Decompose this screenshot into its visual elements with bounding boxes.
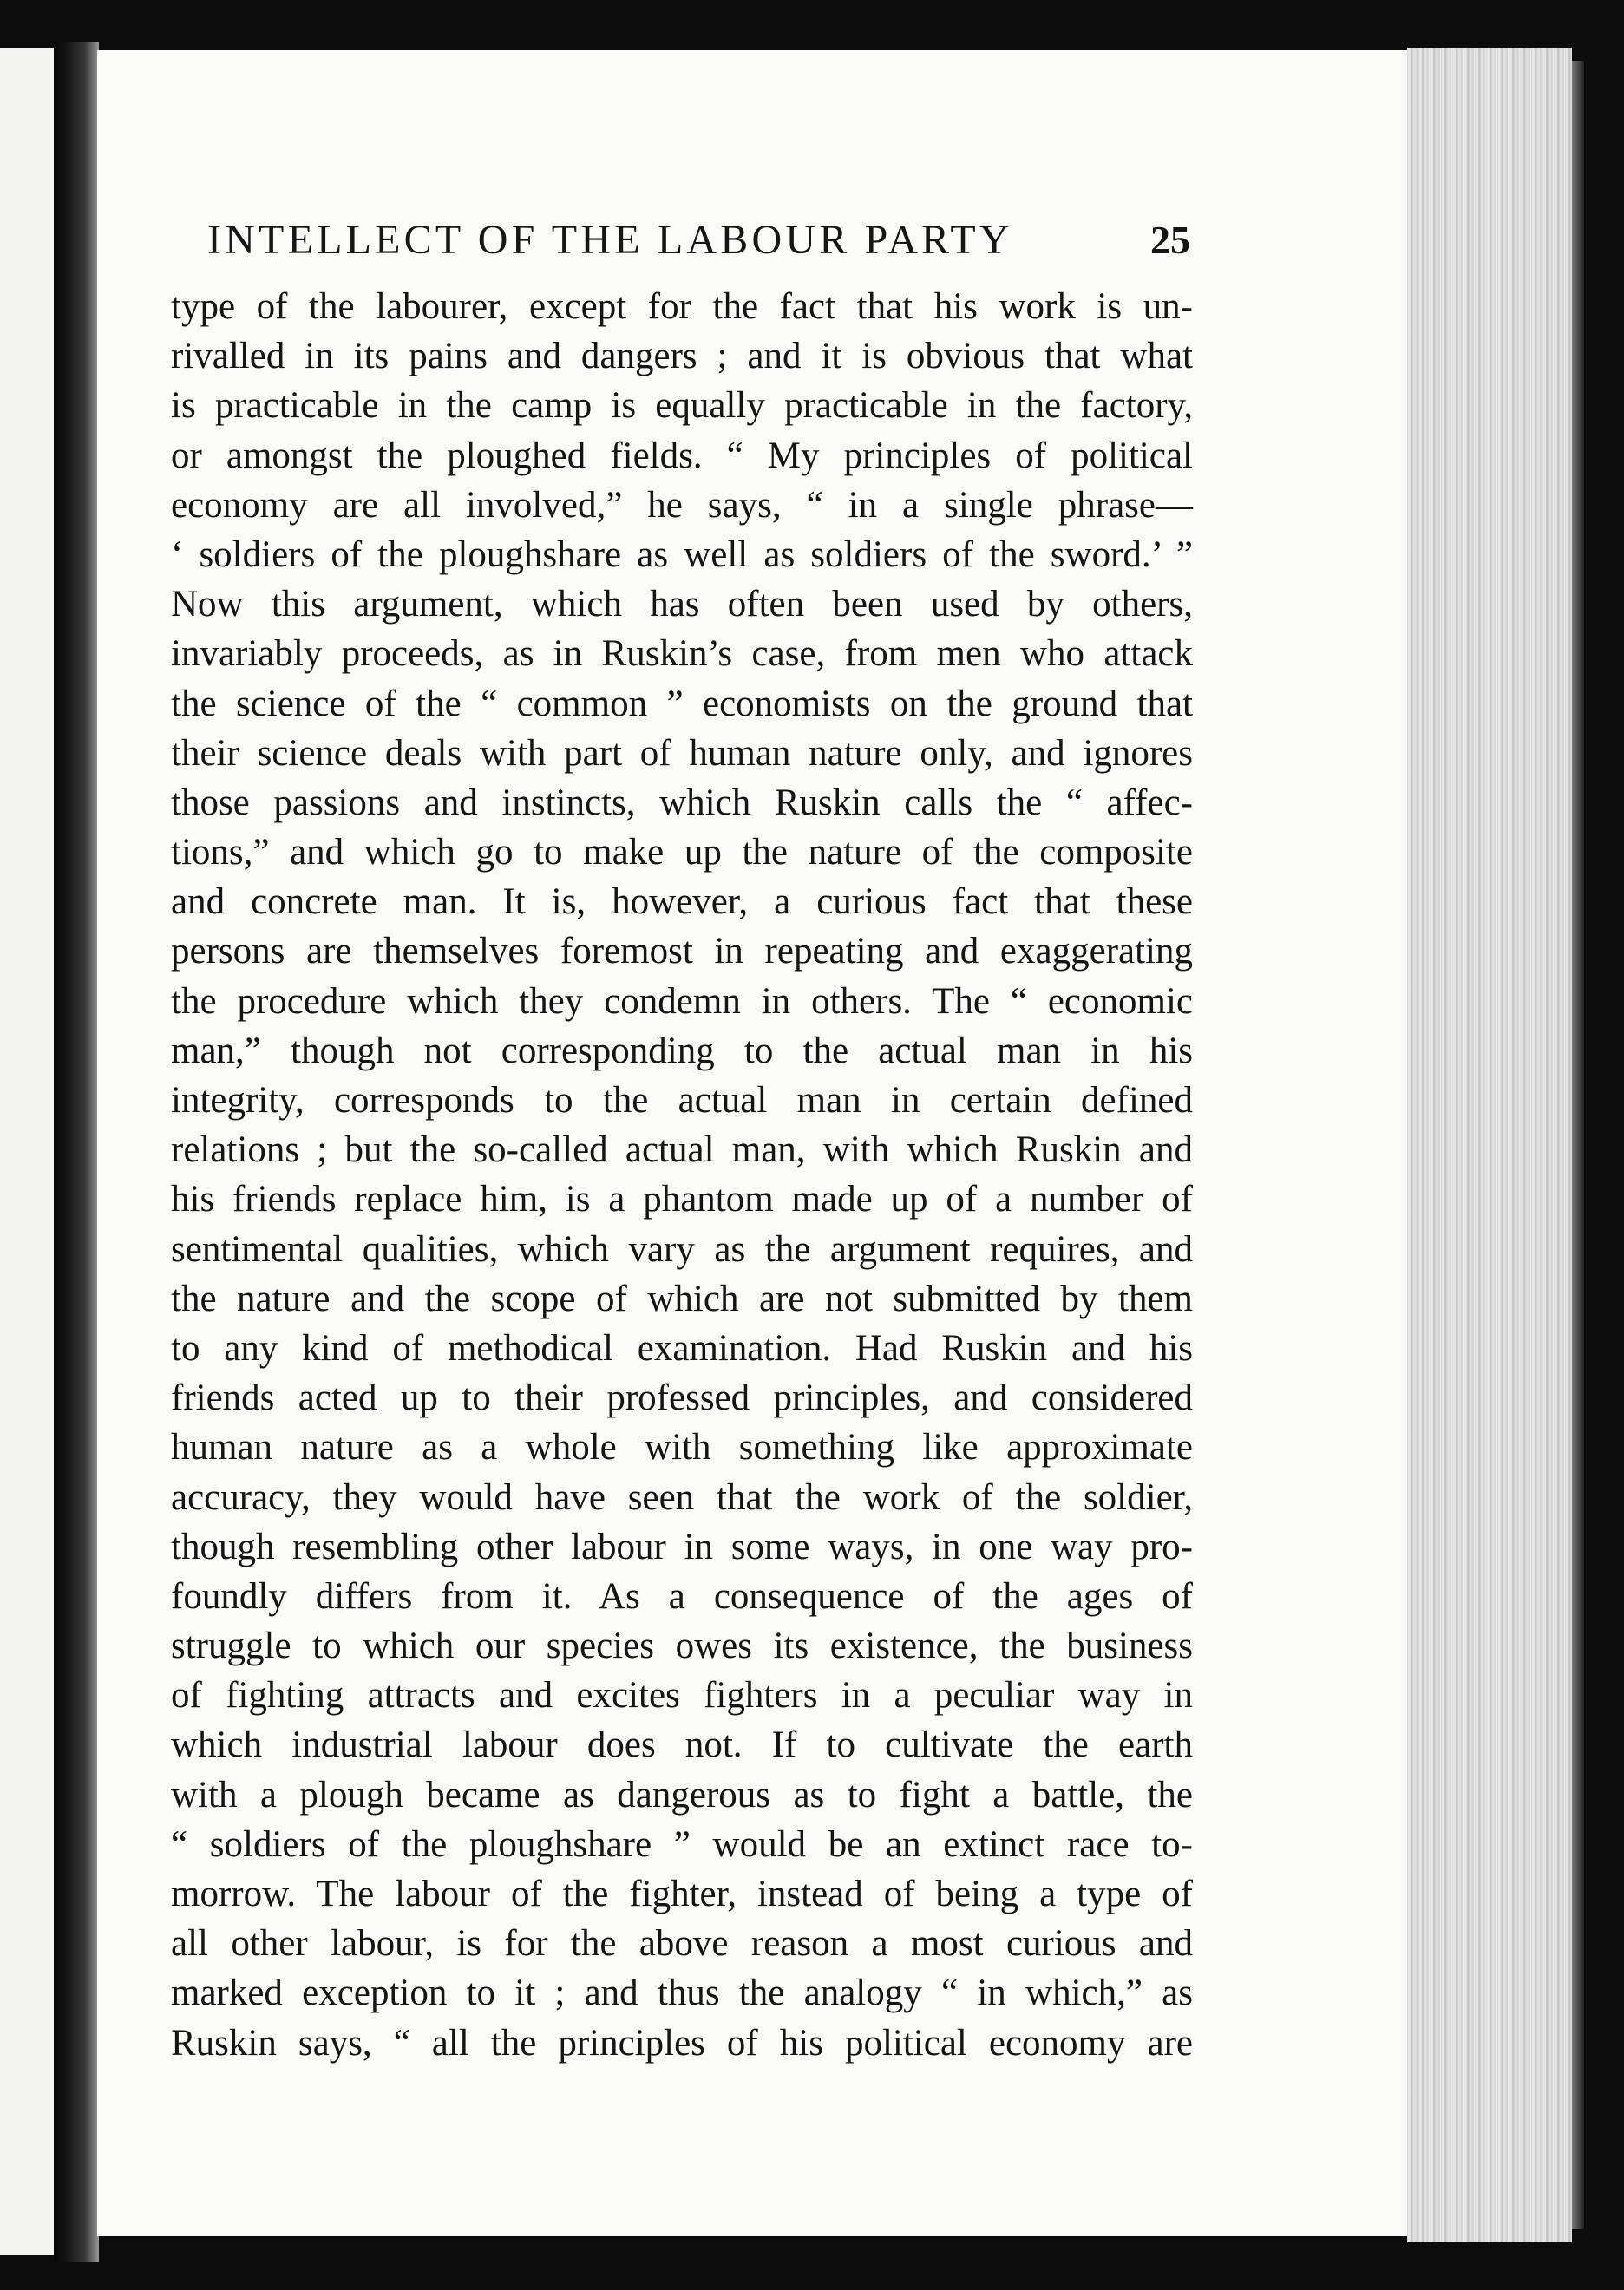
text-line: or amongst the ploughed fields. “ My principles of political	[171, 435, 1193, 476]
text-line: their science deals with part of human nature only, and ignores	[171, 732, 1193, 774]
facing-page-edge	[0, 48, 54, 2255]
body-text	[171, 282, 1193, 2068]
text-line: “ soldiers of the ploughshare ” would be an extinct race to-	[171, 1823, 1193, 1865]
text-line: friends acted up to their professed principles, and considered	[171, 1377, 1193, 1419]
text-line: struggle to which our species owes its existence, the business	[171, 1626, 1193, 1667]
text-line: economy are all involved,” he says, “ in a single phrase—	[171, 484, 1193, 526]
text-line: accuracy, they would have seen that the work of the soldier,	[171, 1476, 1193, 1518]
text-line: with a plough became as dangerous as to fight a battle, the	[171, 1774, 1193, 1816]
text-line: to any kind of methodical examination. Had Ruskin and his	[171, 1327, 1193, 1369]
text-line: man,” though not corresponding to the actual man in his	[171, 1030, 1193, 1071]
text-line: rivalled in its pains and dangers ; and it is obvious that what	[171, 336, 1193, 377]
text-line: integrity, corresponds to the actual man in certain defined	[171, 1080, 1193, 1121]
text-line: relations ; but the so-called actual man, with which Ruskin and	[171, 1129, 1193, 1171]
text-line: though resembling other labour in some ways, in one way pro-	[171, 1526, 1193, 1567]
text-line: is practicable in the camp is equally practicable in the factory,	[171, 385, 1193, 427]
text-line: the science of the “ common ” economists on the ground that	[171, 683, 1193, 724]
text-line: all other labour, is for the above reason a most curious and	[171, 1923, 1193, 1965]
text-line: persons are themselves foremost in repeating and exaggerating	[171, 931, 1193, 972]
text-line: Ruskin says, “ all the principles of his political economy are	[171, 2022, 1193, 2064]
text-line: invariably proceeds, as in Ruskin’s case, from men who attack	[171, 633, 1193, 675]
text-line: ‘ soldiers of the ploughshare as well as soldiers of the sword.’ ”	[171, 533, 1193, 575]
text-line: the procedure which they condemn in others. The “ economic	[171, 980, 1193, 1022]
text-line: the nature and the scope of which are not submitted by them	[171, 1278, 1193, 1319]
page-edge-shadow	[1572, 61, 1584, 2229]
page-number: 25	[1150, 218, 1190, 262]
text-line: sentimental qualities, which vary as the argument requires, and	[171, 1228, 1193, 1270]
text-line: foundly differs from it. As a consequence of the ages of	[171, 1575, 1193, 1617]
book-gutter	[54, 42, 99, 2262]
text-line: type of the labourer, except for the fact that his work is un-	[171, 286, 1193, 327]
text-line: those passions and instincts, which Ruskin calls the “ affec-	[171, 782, 1193, 823]
text-line: which industrial labour does not. If to cultivate the earth	[171, 1724, 1193, 1766]
text-line: and concrete man. It is, however, a curious fact that these	[171, 881, 1193, 923]
text-line: Now this argument, which has often been used by others,	[171, 584, 1193, 625]
page-edge-stack	[1407, 48, 1572, 2242]
text-line: his friends replace him, is a phantom made up of a number of	[171, 1179, 1193, 1220]
running-title: INTELLECT OF THE LABOUR PARTY	[207, 217, 1013, 263]
text-line: marked exception to it ; and thus the analogy “ in which,” as	[171, 1973, 1193, 2014]
text-line: human nature as a whole with something like approximate	[171, 1427, 1193, 1469]
text-line: tions,” and which go to make up the nature of the composite	[171, 832, 1193, 873]
running-head	[171, 212, 1190, 272]
text-line: morrow. The labour of the fighter, instead of being a type of	[171, 1874, 1193, 1914]
text-line: of fighting attracts and excites fighters in a peculiar way in	[171, 1675, 1193, 1717]
